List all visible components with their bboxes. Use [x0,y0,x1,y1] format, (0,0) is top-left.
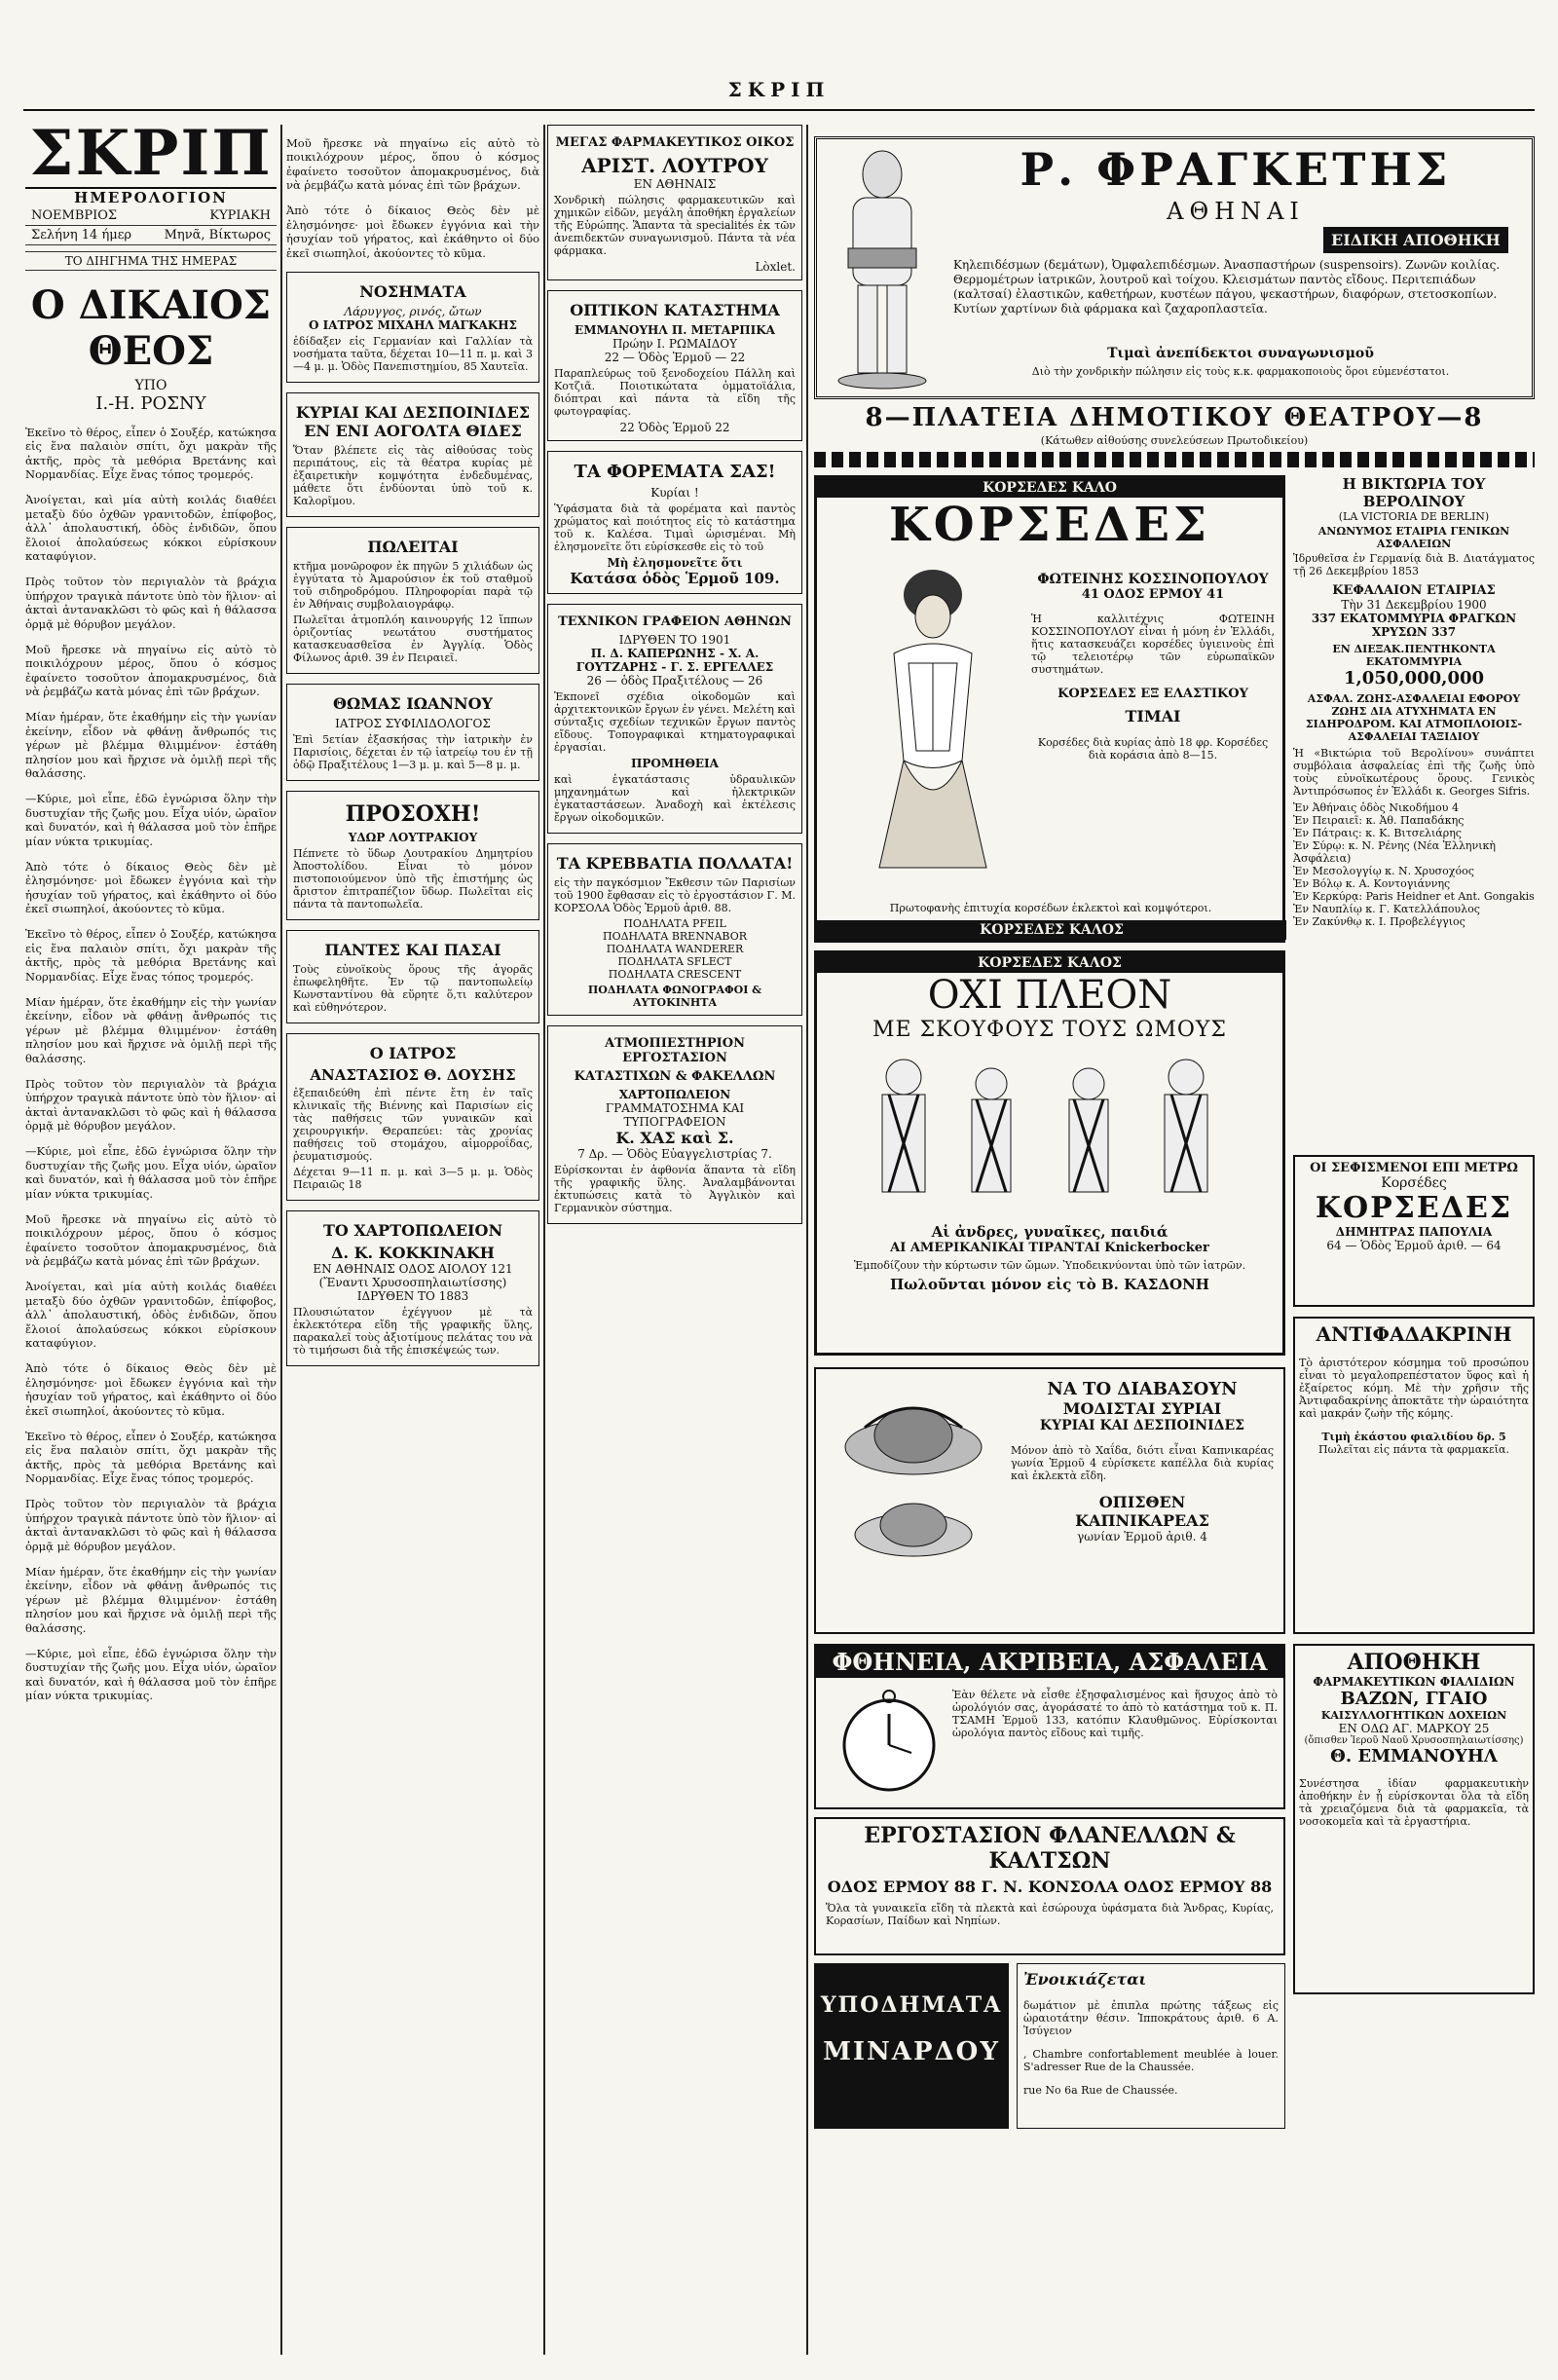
victoria-founded: Ἱδρυθεῖσα ἐν Γερμανίᾳ διὰ Β. Διατάγματος τῇ 26 Δεκεμβρίου 1853 [1293,552,1535,577]
thomas-name: ΘΩΜΑΣ ΙΩΑΝΝΟΥ [333,693,493,713]
story-paragraph: Ἀνοίγεται, καὶ μία αὐτὴ κοιλάς διαθέει μεταξὺ δύο ὀχθῶν γρανιτοδῶν, ἐπίφοβος, ἀλλ᾽ ἀπολαυστική, ὁδὸς ἐνδιδῶν, ὅπου ἔλοιοί ἀπολαύσεως κόκκοι εὑρίσκουν καταφύγιον. [25,493,277,563]
column-rule-1 [280,125,282,2355]
masthead-title: ΣΚΡΙΠ [25,125,277,189]
papoulia-addr: 64 — Ὁδὸς Ἑρμοῦ ἀριθ. — 64 [1326,1239,1502,1252]
antifad-price: Τιμὴ ἑκάστου φιαλιδίου δρ. 5 [1321,1431,1506,1443]
oxi-line1: Αἱ ἀνδρες, γυναῖκες, παιδιά [931,1223,1168,1241]
bike-item: ΠΟΔΗΛΑΤΑ CRESCENT [608,968,742,981]
techniko-names: Π. Δ. ΚΑΠΕΡΩΝΗΣ - Χ. Α. ΓΟΥΤΖΑΡΗΣ - Γ. Σ. ΕΡΓΕΛΛΕΣ [575,647,774,674]
noshmata-sub: Λάρυγγος, ρινός, ὤτων [344,304,482,318]
hats-name: ΚΥΡΙΑΙ ΚΑΙ ΔΕΣΠΟΙΝΙΔΕΣ [1039,1418,1245,1433]
kreyvata-text: εἰς τὴν παγκόσμιον Ἔκθεσιν τῶν Παρισίων τοῦ 1900 ἔφθασαν εἰς τὸ ἐργοστάσιον Γ. Μ. ΚΟΡΣΟΛΑ Ὁδὸς Ἑρμοῦ ἀριθ. 88. [554,876,796,914]
section-label: ΤΟ ΔΙΗΓΗΜΑ ΤΗΣ ΗΜΕΡΑΣ [25,251,277,271]
ad-optikon [547,290,802,441]
pharm-name: ΑΡΙΣΤ. ΛΟΥΤΡΟΥ [581,154,768,177]
promitheia-title: ΠΡΟΜΗΘΕΙΑ [631,757,719,770]
bike-item: ΠΟΔΗΛΑΤΑ SFLECT [617,955,732,968]
story-paragraph: Ἐκεῖνο τὸ θέρος, εἶπεν ὁ Σουξέρ, κατώκησα εἰς ἕνα παλαιὸν σπίτι, ὄχι μακρὰν τῆς ἀκτῆς, πρὸς τὰ μεθόρια Βρετάνης καὶ Νορμανδίας. Εἶχε ἕνας τόπος τρομερός. [25,1429,277,1485]
iatros-title: Ο ΙΑΤΡΟΣ [369,1043,457,1062]
iatros-text: ἐξεπαιδεύθη ἐπὶ πέντε ἔτη ἐν ταῖς κλινικαῖς τῆς Βιέννης καὶ Παρισίων εἰς τὰς παθήσεις τῶν γυναικῶν καὶ χειρουργικήν. Θεραπεύει: τὰς χρονίας παθήσεις τοῦ στομάχου, αἰμορροΐδας, ῥευματισμούς. [293,1086,533,1163]
bike-item: ΠΟΔΗΛΑΤΑ PFEIL [623,917,726,930]
ad-watch [814,1644,1285,1809]
techniko-addr: 26 — ὁδὸς Πραξιτέλους — 26 [586,674,763,688]
victoria-capital-title: ΚΕΦΑΛΑΙΟΝ ΕΤΑΙΡΙΑΣ [1332,583,1496,598]
korsedes-shop-addr: 41 ΟΔΟΣ ΕΡΜΟΥ 41 [1081,587,1225,602]
agent-item: Ἐν Πειραιεῖ: κ. Ἀθ. Παπαδάκης [1293,814,1465,827]
story-by: ΥΠΟ [134,378,167,393]
story-paragraph: Μοῦ ἤρεσκε νὰ πηγαίνω εἰς αὐτὸ τὸ ποικιλόχρουν μέρος, ὅπου ὁ κόσμος ἐφαίνετο τοσοῦτον ἀπομακρυσμένος, διὰ νὰ ῥεμβάζω κατὰ μόνας ἐπὶ τῶν βράχων. [286,135,539,192]
korsedes-info [1031,572,1275,772]
story-paragraph: Πρὸς τοῦτον τὸν περιγιαλὸν τὰ βράχια ὑπήρχον τραγικὰ πάντοτε ὑπὸ τὸν ἥλιον· αἱ ἀκταὶ ἀντανακλῶσι τὸ φῶς καὶ ἡ θάλασσα ὁρμᾷ μὲ θόρυβον μεγάλον. [25,575,277,631]
corset-woman-figure [850,566,1016,877]
victoria-society: ΑΝΩΝΥΜΟΣ ΕΤΑΙΡΙΑ ΓΕΝΙΚΩΝ ΑΣΦΑΛΕΙΩΝ [1317,525,1510,550]
atmop-title-2: ΚΑΤΑΣΤΙΧΩΝ & ΦΑΚΕΛΛΩΝ [574,1069,776,1084]
victoria-capital: 337 ΕΚΑΤΟΜΜΥΡΙΑ ΦΡΑΓΚΩΝ ΧΡΥΣΩΝ 337 [1311,612,1517,639]
pantes-title: ΠΑΝΤΕΣ ΚΑΙ ΠΑΣΑΙ [324,940,501,959]
antifad-text: Τὸ ἀριστότερον κόσμημα τοῦ προσώπου εἶναι τὸ μεγαλοπρεπέστατον ὕφος καὶ ἡ ἐξαίρετος κόμη. Μὲ τὴν χρῆσιν τῆς Ἀντιφαδακρίνης ἀποκτᾶτε τὴν ὡραιότητα καὶ μακράν ζωὴν τῆς κόμης. [1299,1357,1529,1420]
foremata-sub: Κυρίαι ! [650,486,699,500]
apothiki-title: ΑΠΟΘΗΚΗ [1347,1650,1481,1675]
charto-text: Εὑρίσκονται ἐν ἀφθονία ἅπαντα τὰ εἴδη τῆς γραφικῆς ὕλης. Ἀναλαμβάνονται ἐκτυπώσεις κατὰ τὸ Ἀγγλικὸν καὶ Γερμανικὸν σύστημα. [554,1164,796,1214]
ad-antifadakrini [1293,1317,1535,1634]
watch-title: ΦΘΗΝΕΙΑ, ΑΚΡΙΒΕΙΑ, ΑΣΦΑΛΕΙΑ [816,1646,1283,1678]
story-body [25,426,277,1703]
column-rule-3 [806,125,808,2355]
story-paragraph: Ἐκεῖνο τὸ θέρος, εἶπεν ὁ Σουξέρ, κατώκησα εἰς ἕνα παλαιὸν σπίτι, ὄχι μακρὰν τῆς ἀκτῆς, πρὸς τὰ μεθόρια Βρετάνης καὶ Νορμανδίας. Εἶχε ἕνας τόπος τρομερός. [25,425,277,481]
story-paragraph: Μίαν ἡμέραν, ὅτε ἐκαθήμην εἰς τὴν γωνίαν ἐκείνην, εἶδον νὰ φθάνῃ ἄνθρωπός τις γέρων μὲ βλέμμα θλιμμένον· ἐστάθη πλησίον μου καὶ ἤρχισε νὰ ὁμιλῇ περὶ τῆς θαλάσσης. [25,994,277,1065]
loutraki-text: Πέπνετε τὸ ὕδωρ Λουτρακίου Δημητρίου Ἀποστολίδου. Εἶναι τὸ μόνον πιστοποιούμενον ὑπὸ τῆς ἐπιστήμης ὡς ἄριστον ἐπιτραπέζιον ὕδωρ. Πωλεῖται εἰς πάντα τὰ παντοπωλεῖα. [293,846,533,911]
story-paragraph: Ἀπὸ τότε ὁ δίκαιος Θεὸς δὲν μὲ ἐλησμόνησε· μοὶ ἔδωκεν ἐγγόνια καὶ τὴν ἡσυχίαν τοῦ γήρατος, καὶ ἐκάθηντο οἱ δύο ἐκεῖ σιωπηλοί, ἀκούοντες τὸ κῦμα. [25,859,277,915]
pharm-city: ΕΝ ΑΘΗΝΑΙΣ [633,177,717,191]
charto-title: ΧΑΡΤΟΠΩΛΕΙΟΝ [618,1088,731,1101]
korsedes-bottom: ΚΟΡΣΕΔΕΣ ΚΑΛΟΣ [817,920,1286,940]
pwleitai2-text: Πωλεῖται ἀτμοπλόη καινουργής 12 ἵππων ὁριζοντίας νεωτάτου συστήματος κατασκευασθεῖσα ἐν Ἀγγλίᾳ. Ὁδὸς Φίλωνος ἀριθ. 39 ἐν Πειραιεῖ. [293,613,533,664]
iatros-name: ΑΝΑΣΤΑΣΙΟΣ Θ. ΔΟΥΣΗΣ [310,1065,516,1084]
watch-text: Ἐὰν θέλετε νὰ εἶσθε ἐξησφαλισμένος καὶ ἥσυχος ἀπὸ τὸ ὡρολόγιόν σας, ἀγοράσατέ το ἀπὸ τὸ κατάστημα τοῦ κ. Π. ΤΣΑΜΗ Ἑρμοῦ 133, κατόπιν Κλαυθμῶνος. Εὑρίσκονται ὡρολόγια παντὸς εἴδους καὶ τιμῆς. [952,1689,1278,1739]
victoria-title: Η ΒΙΚΤΩΡΙΑ ΤΟΥ ΒΕΡΟΛΙΝΟΥ [1342,475,1486,510]
ad-techniko [547,604,802,834]
loutraki-title: ΥΔΩΡ ΛΟΥΤΡΑΚΙΟΥ [348,830,478,844]
agent-item: Ἐν Σύρῳ: κ. Ν. Ρένης (Νέα Ἑλληνικὴ Ἀσφάλεια) [1293,839,1496,865]
ad-victoria [1293,475,1535,1147]
pharm-sign: Lòxlet. [755,260,796,274]
bikes-foot: ΠΟΔΗΛΑΤΑ ΦΩΝΟΓΡΑΦΟΙ & ΑΥΤΟΚΙΝΗΤΑ [587,984,762,1009]
apothiki-kais: ΚΑΙΣΥΛΛΟΓΗΤΙΚΩΝ ΔΟΧΕΙΩΝ [1320,1709,1507,1722]
calendar-title: ΗΜΕΡΟΛΟΓΙΟΝ [74,189,228,206]
minardou-word2: ΜΙΝΑΡΔΟΥ [823,2037,1000,2066]
fragketis-city: ΑΘΗΝΑΙ [1167,198,1305,225]
story-paragraph: Μοῦ ἤρεσκε νὰ πηγαίνω εἰς αὐτὸ τὸ ποικιλόχρουν μέρος, ὅπου ὁ κόσμος ἐφαίνετο τοσοῦτον ἀπομακρυσμένος, διὰ νὰ ῥεμβάζω κατὰ μόνας ἐπὶ τῶν βράχων. [25,1211,277,1268]
calendar-row-2 [25,226,277,245]
antifad-shop: Πωλεῖται εἰς πάντα τὰ φαρμακεῖα. [1318,1443,1509,1456]
oxi-sub: ΜΕ ΣΚΟΥΦΟΥΣ ΤΟΥΣ ΩΜΟΥΣ [872,1018,1227,1042]
kyries-text: Ὅταν βλέπετε εἰς τὰς αἰθούσας τοὺς περιπάτους, εἰς τὰ θέατρα κυρίας μὲ ἐξαιρετικὴν κομψότητα ἐνδεδυμένας, μάθετε ὅτι ἐνδύονται ὑπὸ τοῦ κ. Καλορῖμου. [293,443,533,507]
agent-item: Ἐν Βόλῳ κ. Α. Κοντογιάννης [1293,877,1451,890]
fragketis-ribbon: ΕΙΔΙΚΗ ΑΠΟΘΗΚΗ [1323,227,1508,253]
column-2 [286,125,539,2355]
column-3 [547,125,802,2355]
techniko-text: Ἐκπονεῖ σχέδια οἰκοδομῶν καὶ ἀρχιτεκτονικῶν ἔργων ἐν γένει. Μελέτη καὶ σύνταξις σχεδίων τεχνικῶν ἔργων παντὸς εἴδους. Τοπογραφικαὶ κτηματογραφικαὶ ἐργασίαι. [554,690,796,754]
ad-hats [814,1367,1285,1634]
ad-pharmakeio [547,125,802,280]
foremata-kataa2: Μὴ ἐλησμονεῖτε ὅτι [607,556,743,570]
ad-papoulia [1293,1155,1535,1307]
oxi-label: ΚΟΡΣΕΔΕΣ ΚΑΛΟΣ [817,953,1282,973]
kreyvata-title: ΤΑ ΚΡΕΒΒΑΤΙΑ ΠΟΛΛΑΤΑ! [556,854,794,873]
ad-minardou [814,1963,1009,2129]
charto-name: Κ. ΧΑΣ καὶ Σ. [615,1129,734,1147]
story-paragraph: Μίαν ἡμέραν, ὅτε ἐκαθήμην εἰς τὴν γωνίαν ἐκείνην, εἶδον νὰ φθάνῃ ἄνθρωπός τις γέρων μὲ βλέμμα θλιμμένον· ἐστάθη πλησίον μου καὶ ἤρχισε νὰ ὁμιλῇ περὶ τῆς θαλάσσης. [25,1564,277,1635]
page-header [0,0,1558,123]
korsedes-price-text: Κορσέδες διὰ κυρίας ἀπὸ 18 φρ. Κορσέδες διὰ κοράσια ἀπὸ 8—15. [1037,736,1269,762]
ad-pwleitai [286,527,539,674]
victoria-insure: ΑΣΦΑΛ. ΖΩΗΣ-ΑΣΦΑΛΕΙΑΙ ΕΦΟΡΟΥ ΖΩΗΣ ΔΙΑ ΑΤΥΧΗΜΑΤΑ ΕΝ ΣΙΔΗΡΟΔΡΟΜ. ΚΑΙ ΑΤΜΟΠΛΟΙΟΙΣ-ΑΣΦΑΛΕΙΑΙ ΤΑΞΙΔΙΟΥ [1305,692,1523,743]
agent-item: Ἐν Μεσολογγίῳ κ. Ν. Χρυσοχόος [1293,865,1474,877]
fragketis-name: Ρ. ΦΡΑΓΚΕΤΗΣ [1020,143,1452,196]
story-paragraph: Πρὸς τοῦτον τὸν περιγιαλὸν τὰ βράχια ὑπήρχον τραγικὰ πάντοτε ὑπὸ τὸν ἥλιον· αἱ ἀκταὶ ἀντανακλῶσι τὸ φῶς καὶ ἡ θάλασσα ὁρμᾷ μὲ θόρυβον μεγάλον. [25,1076,277,1133]
prosoxi-title: ΠΡΟΣΟΧΗ! [345,800,481,827]
chambre-text: , Chambre confortablement meublée à louer. S'adresser Rue de la Chaussée. [1023,2048,1279,2073]
agent-item: Ἐν Ναυπλίῳ κ. Γ. Κατελλάπουλος [1293,903,1480,915]
apothiki-text: Συνέστησα ἰδίαν φαρμακευτικὴν ἀποθήκην ἐν ᾗ εὑρίσκονται ὅλα τὰ εἴδη τὰ χρειαζόμενα διὰ τὰ φαρμακεῖα, τὰ νοσοκομεῖα καὶ τὰ ἐργαστήρια. [1299,1777,1529,1828]
techniko-title: ΤΕΧΝΙΚΟΝ ΓΡΑΦΕΙΟΝ ΑΘΗΝΩΝ [558,614,792,629]
apothiki-sub: ΦΑΡΜΑΚΕΥΤΙΚΩΝ ΦΙΑΛΙΔΙΩΝ [1313,1675,1515,1689]
agent-item: Ἐν Πάτραις: κ. Κ. Βιτσελιάρης [1293,827,1462,839]
bike-item: ΠΟΔΗΛΑΤΑ WANDERER [606,943,744,955]
apothiki-addr: ΕΝ ΟΔΩ ΑΓ. ΜΑΡΚΟΥ 25 [1338,1722,1490,1735]
minardou-word1: ΥΠΟΔΗΜΑΤΑ [820,1992,1003,2018]
victoria-sub: (LA VICTORIA DE BERLIN) [1338,510,1490,523]
ad-loutraki [286,791,539,920]
flanel-text: Ὅλα τὰ γυναικεῖα εἴδη τὰ πλεκτὰ καὶ ἐσώρουχα ὑφάσματα διὰ Ἄνδρας, Κυρίας, Κορασίων, Παίδων καὶ Νηπίων. [826,1902,1274,1927]
apothiki-bazon: ΒΑΖΩΝ, ΓΓΑΙΟ [1340,1689,1488,1709]
story-paragraph: Πρὸς τοῦτον τὸν περιγιαλὸν τὰ βράχια ὑπήρχον τραγικὰ πάντοτε ὑπὸ τὸν ἥλιον· αἱ ἀκταὶ ἀντανακλῶσι τὸ φῶς καὶ ἡ θάλασσα ὁρμᾷ μὲ θόρυβον μεγάλον. [25,1497,277,1553]
ornament-border [814,452,1535,467]
ad-kreyvata [547,843,802,1016]
foremata-title: ΤΑ ΦΟΡΕΜΑΤΑ ΣΑΣ! [574,462,776,482]
hats-sub: ΜΟΔΙΣΤΑΙ ΣΥΡΙΑΙ [1062,1399,1222,1418]
apothiki-addr-sub: (ὄπισθεν Ἱεροῦ Ναοῦ Χρυσοσπηλαιωτίσσης) [1304,1735,1524,1746]
ad-pantes [286,930,539,1023]
oxi-title: ΟΧΙ ΠΛΕΟΝ [927,973,1172,1018]
oxi-line2: ΑΙ ΑΜΕΡΙΚΑΝΙΚΑΙ ΤΙΡΑΝΤΑΙ Knickerbocker [890,1241,1209,1255]
ad-noshmata [286,272,539,383]
kyries-title: ΚΥΡΙΑΙ ΚΑΙ ΔΕΣΠΟΙΝΙΔΕΣ ΕΝ ΕΝΙ ΑΟΓΟΛΤΑ ΘΙΔΕΣ [295,402,531,440]
story-continued [286,136,539,261]
chartopol-text: Πλουσιώτατον ἐχέγγυον μὲ τὰ ἐκλεκτότερα εἴδη τῆς γραφικῆς ὕλης, παρακαλεῖ τοὺς ἀξιοτίμους πελάτας του νὰ τὸ τιμήσωσι διὰ τῆς ἐπισκέψεώς των. [293,1305,533,1357]
doctor-text: ἐδίδαξεν εἰς Γερμανίαν καὶ Γαλλίαν τὰ νοσήματα ταῦτα, δέχεται 10—11 π. μ. καὶ 3—4 μ. μ. Ὁδὸς Πανεπιστημίου, 85 Χαυτεῖα. [293,334,533,373]
story-paragraph: —Κύριε, μοὶ εἶπε, ἐδῶ ἐγνώρισα ὅλην τὴν δυστυχίαν τῆς ζωῆς μου. Εἶχα υἱόν, ὡραῖον καὶ δυνατόν, καὶ ἡ θάλασσα μοῦ τὸν ἐπῆρε μίαν νύκτα τρικυμίας. [25,792,277,848]
victoria-amount: 1,050,000,000 [1343,668,1485,688]
papoulia-name: ΔΗΜΗΤΡΑΣ ΠΑΠΟΥΛΙΑ [1335,1225,1493,1239]
agent-item: Ἐν Ζακύνθῳ κ. Ι. Προβελέγγιος [1293,915,1465,928]
story-paragraph: —Κύριε, μοὶ εἶπε, ἐδῶ ἐγνώρισα ὅλην τὴν δυστυχίαν τῆς ζωῆς μου. Εἶχα υἱόν, ὡραῖον καὶ δυνατόν, καὶ ἡ θάλασσα μοῦ τὸν ἐπῆρε μίαν νύκτα τρικυμίας. [25,1646,277,1702]
pwleitai-text: κτῆμα μονῶροφον ἐκ πηγῶν 5 χιλιάδων ὡς ἐγγύτατα τὸ Ἀμαρούσιον ἐκ τοῦ σταθμοῦ τοῦ σιδηροδρόμου. Πληροφορίαι παρὰ τῷ ἐν Ἀθήναις συμβολαιογράφῳ. [293,559,533,611]
papoulia-title: ΟΙ ΣΕΦΙΣΜΕΝΟΙ ΕΠΙ ΜΕΤΡΩ [1310,1161,1518,1175]
hats-back: ΟΠΙΣΘΕΝ [1098,1493,1186,1511]
optikon-addr2: 22 Ὁδὸς Ἑρμοῦ 22 [619,421,730,434]
pantes-text: Τοὺς εὐνοϊκοὺς ὅρους τῆς ἀγορᾶς ἐπωφεληθῆτε. Ἐν τῷ παντοπωλείῳ Κωνσταντίνου θὰ εὕρητε ὅ,τι καλύτερον καὶ εὐθηνότερον. [293,962,533,1014]
calendar-month: ΝΟΕΜΒΡΙΟΣ [31,208,118,223]
noshmata-title: ΝΟΣΗΜΑΤΑ [359,281,466,301]
story-title: Ο ΔΙΚΑΙΟΣ ΘΕΟΣ [30,282,272,374]
story-paragraph: Ἀνοίγεται, καὶ μία αὐτὴ κοιλάς διαθέει μεταξὺ δύο ὀχθῶν γρανιτοδῶν, ἐπίφοβος, ἀλλ᾽ ἀπολαυστική, ὁδὸς ἐνδιδῶν, ὅπου ἔλοιοί ἀπολαύσεως κόκκοι εὑρίσκουν καταφύγιον. [25,1280,277,1350]
calendar-weekday: ΚΥΡΙΑΚΗ [209,208,271,223]
ad-oxi-pleon [814,950,1285,1356]
header-rule [23,109,1535,111]
chartopol-addr: ΕΝ ΑΘΗΝΑΙΣ ΟΔΟΣ ΑΙΟΛΟΥ 121 [313,1261,513,1276]
ad-chartopoleion [286,1210,539,1366]
story-author: Ι.-Η. ΡΟΣΝΥ [95,393,206,414]
enoik-text: δωμάτιον μὲ ἐπιπλα πρώτης τάξεως εἰς ὡραιοτάτην θέσιν. Ἱπποκράτους ἀριθ. 6 Α. Ἰσύγειον [1023,1999,1279,2037]
ad-thomas [286,684,539,781]
charto-addr: 7 Δρ. — Ὁδὸς Εὐαγγελιστρίας 7. [577,1147,772,1161]
hats-corner: γωνίαν Ἑρμοῦ ἀριθ. 4 [1077,1530,1207,1543]
thomas-sub: ΙΑΤΡΟΣ ΣΥΦΙΛΙΔΟΛΟΓΟΣ [335,716,491,730]
fragketis-prices: Τιμαὶ ἀνεπίδεκτοι συναγωνισμοῦ [1107,346,1374,361]
ad-korsedes [814,475,1285,943]
bandage-figure [829,147,936,390]
optikon-title: ΟΠΤΙΚΟΝ ΚΑΤΑΣΤΗΜΑ [570,301,780,319]
ad-flanella [814,1817,1285,1955]
atmop-title: ΑΤΜΟΠΙΕΣΤΗΡΙΟΝ ΕΡΓΟΣΤΑΣΙΟΝ [605,1036,745,1065]
ad-atmopiestirion [547,1025,802,1224]
korsedes-special: ΚΟΡΣΕΔΕΣ ΕΞ ΕΛΑΣΤΙΚΟΥ [1057,687,1248,701]
agent-item: Ἐν Κερκύρᾳ: Paris Heidner et Ant. Gongakis [1293,890,1535,903]
pharm-text: Χονδρικὴ πώλησις φαρμακευτικῶν καὶ χημικῶν εἰδῶν, μεγάλη ἀποθήκη ἐργαλείων τῆς Εὐρώπης. Ἅπαντα τὰ specialités ἐκ τῶν ἀνεπιδεκτῶν συναγωνισμοῦ. Πάντα τὰ νέα φάρμακα. [554,194,796,257]
doctor-name: Ο ΙΑΤΡΟΣ ΜΙΧΑΗΛ ΜΑΓΚΑΚΗΣ [308,317,518,332]
chartopol-title: ΤΟ ΧΑΡΤΟΠΩΛΕΙΟΝ [322,1220,503,1240]
victoria-policies: ΕΝ ΔΙΕΞΑΚ.ΠΕΝΤΗΚΟΝΤΑ ΕΚΑΤΟΜΜΥΡΙΑ [1332,643,1496,668]
korsedes-title: ΚΟΡΣΕΔΕΣ [889,498,1210,552]
column-rule-2 [543,125,545,2355]
story-paragraph: Ἀπὸ τότε ὁ δίκαιος Θεὸς δὲν μὲ ἐλησμόνησε· μοὶ ἔδωκεν ἐγγόνια καὶ τὴν ἡσυχίαν τοῦ γήρατος, καὶ ἐκάθηντο οἱ δύο ἐκεῖ σιωπηλοί, ἀκούοντες τὸ κῦμα. [286,204,539,260]
foremata-kataa: Κατάσα ὁδὸς Ἑρμοῦ 109. [570,570,780,587]
enoik-title: Ἐνοικιάζεται [1023,1970,1147,1989]
papoulia-big: ΚΟΡΣΕΔΕΣ [1315,1191,1513,1225]
optikon-prev: Πρώην Ι. ΡΩΜΑΙΔΟΥ [612,337,738,351]
ad-enoikiazetai [1017,1963,1285,2129]
ad-kyries [286,392,539,517]
thomas-text: Ἐπὶ 5ετίαν ἐξασκήσας τὴν ἰατρικὴν ἐν Παρισίοις, δέχεται ἐν τῷ ἰατρείῳ του ἐν τῇ ὁδῷ Πραξιτέλους 1—3 μ. μ. καὶ 5—8 μ. μ. [293,732,533,771]
optikon-text: Παραπλεύρως τοῦ ξενοδοχείου Πάλλη καὶ Κοτζιᾶ. Ποιοτικώτατα ὁμματοϊάλια, διόπτραι καὶ πάντα τὰ εἴδη τῆς φωτογραφίας. [554,367,796,418]
bike-item: ΠΟΔΗΛΑΤΑ BRENNABOR [603,930,747,943]
suspenders-figures [835,1050,1264,1215]
fragketis-foot: Διὸ τὴν χονδρικὴν πώλησιν εἰς τοὺς κ.κ. φαρμακοποιοὺς ὅροι εὐμενέστατοι. [1031,365,1450,378]
story-paragraph: Ἀπὸ τότε ὁ δίκαιος Θεὸς δὲν μὲ ἐλησμόνησε· μοὶ ἔδωκεν ἐγγόνια καὶ τὴν ἡσυχίαν τοῦ γήρατος, καὶ ἐκάθηντο οἱ δύο ἐκεῖ σιωπηλοί, ἀκούοντες τὸ κῦμα. [25,1361,277,1418]
top-title: ΣΚΡΙΠ [727,78,831,101]
victoria-capital-date: Τὴν 31 Δεκεμβρίου 1900 [1341,598,1487,612]
agent-item: Ἐν Ἀθήναις ὁδὸς Νικοδήμου 4 [1293,801,1459,814]
oxi-text: Ἐμποδίζουν τὴν κύρτωσιν τῶν ὤμων. Ὑποδεικνύονται ὑπὸ τῶν ἰατρῶν. [853,1259,1246,1272]
promitheia-text: καὶ ἐγκατάστασις ὑδραυλικῶν μηχανημάτων καὶ ἠλεκτρικῶν ἐγκαταστάσεων. Ἀναδοχὴ καὶ ἐκτέλεσις ἔργων οἰκοδομικῶν. [554,773,796,824]
hats-text: Μόνον ἀπὸ τὸ Χαΐδα, διότι εἶναι Καπνικαρέας γωνία Ἑρμοῦ 4 εὑρίσκετε καπέλλα διὰ κυρίας καὶ ἐκλεκτὰ εἴδη. [1011,1444,1274,1482]
korsedes-shop: ΦΩΤΕΙΝΗΣ ΚΟΣΣΙΝΟΠΟΥΛΟΥ [1037,572,1269,587]
calendar-moon: Σελήνη 14 ήμερ [31,228,132,242]
optikon-addr: 22 — Ὁδὸς Ἑρμοῦ — 22 [604,351,746,364]
charto-sub: ΓΡΑΜΜΑΤΟΣΗΜΑ ΚΑΙ ΤΥΠΟΓΡΑΦΕΙΟΝ [605,1101,745,1129]
story-paragraph: Μοῦ ἤρεσκε νὰ πηγαίνω εἰς αὐτὸ τὸ ποικιλόχρουν μέρος, ὅπου ὁ κόσμος ἐφαίνετο τοσοῦτον ἀπομακρυσμένος, διὰ νὰ ῥεμβάζω κατὰ μόνας ἐπὶ τῶν βράχων. [25,642,277,698]
foremata-text: Ὑφάσματα διὰ τὰ φορέματα καὶ παντὸς χρώματος καὶ ποιότητος εἰς τὸ κατάστημα τοῦ κ. Καλέσα. Τιμαὶ ὡρισμέναι. Μὴ ἐλησμονεῖτε ὅτι εὑρίσκεσθε εἰς τὸ τοῦ [554,502,796,553]
victoria-text: Ἡ «Βικτώρια τοῦ Βερολίνου» συνάπτει συμβόλαια ἀσφαλείας ἐπὶ τῆς ζωῆς ὑπὸ τοὺς εὐνοϊκωτέρους ὅρους. Γενικὸς Ἀντιπρόσωπος ἐν Ἑλλάδι κ. Georges Sifris. [1293,747,1535,798]
story-paragraph: Ἐκεῖνο τὸ θέρος, εἶπεν ὁ Σουξέρ, κατώκησα εἰς ἕνα παλαιὸν σπίτι, ὄχι μακρὰν τῆς ἀκτῆς, πρὸς τὰ μεθόρια Βρετάνης καὶ Νορμανδίας. Εἶχε ἕνας τόπος τρομερός. [25,927,277,984]
ad-fragketis [814,136,1535,399]
hats-title: ΝΑ ΤΟ ΔΙΑΒΑΣΟΥΝ [1047,1379,1238,1399]
antifad-title: ΑΝΤΙΦΑΔΑΚΡΙΝΗ [1316,1322,1512,1346]
chartopol-name: Δ. Κ. ΚΟΚΚΙΝΑΚΗ [331,1243,495,1262]
techniko-year: ΙΔΡΥΘΕΝ ΤΟ 1901 [618,633,731,647]
hats-church: ΚΑΠΝΙΚΑΡΕΑΣ [1075,1511,1209,1530]
calendar-row-1 [25,206,277,226]
pwleitai-title: ΠΩΛΕΙΤΑΙ [367,537,459,556]
hat-figure [835,1389,991,1603]
iatros-hours: Δέχεται 9—11 π. μ. καὶ 3—5 μ. μ. Ὁδὸς Πειραιῶς 18 [293,1165,533,1191]
flanel-addr: ΟΔΟΣ ΕΡΜΟΥ 88 Γ. Ν. ΚΟΝΣΟΛΑ ΟΔΟΣ ΕΡΜΟΥ 88 [827,1878,1273,1896]
fragketis-text: Κηλεπιδέσμων (δεμάτων), Ὀμφαλεπιδέσμων. Ἀνασπαστήρων (suspensoirs). Ζωνῶν κοιλίας. Θερμομέτρων ἰατρικῶν, λουτροῦ καὶ τοίχου. Κλεισμάτων παντὸς εἴδους. Περιτεπιάδων (καλτσαί) ἐλαστικῶν, καθετήρων, κυστέων πάγου, ψεκαστήρων, διαφόρων, στετοσκοπίων. Κυτίων χαρτίνων διὰ φάρμακα καὶ ζαχαροπλαστεῖα. [953,258,1501,316]
ad-apothiki [1293,1644,1535,1994]
ad-iatros [286,1033,539,1201]
calendar-saints: Μηνᾶ, Βίκτωρος [164,228,271,242]
papoulia-korsedes: Κορσέδες [1381,1175,1447,1191]
pharm-title: ΜΕΓΑΣ ΦΑΡΜΑΚΕΥΤΙΚΟΣ ΟΙΚΟΣ [555,135,795,150]
column-1 [25,125,277,2355]
optikon-name: ΕΜΜΑΝΟΥΗΛ Π. ΜΕΤΑΡΠΙΚΑ [575,323,775,337]
pocket-watch-icon [835,1689,943,1796]
ad-foremata [547,451,802,594]
fragketis-address-sub: (Κάτωθεν αἰθούσης συνελεύσεων Πρωτοδικείου) [1040,434,1309,447]
fragketis-address: 8—ΠΛΑΤΕΙΑ ΔΗΜΟΤΙΚΟΥ ΘΕΑΤΡΟΥ—8 [865,403,1484,432]
apothiki-name: Θ. ΕΜΜΑΝΟΥΗΛ [1330,1746,1498,1766]
chartopol-sub: (Ἔναντι Χρυσοσπηλαιωτίσσης) [318,1275,507,1289]
oxi-shop: Πωλοῦνται μόνον εἰς τὸ Β. ΚΑΣΔΟΝΗ [890,1276,1209,1293]
story-paragraph: Μίαν ἡμέραν, ὅτε ἐκαθήμην εἰς τὴν γωνίαν ἐκείνην, εἶδον νὰ φθάνῃ ἄνθρωπός τις γέρων μὲ βλέμμα θλιμμένον· ἐστάθη πλησίον μου καὶ ἤρχισε νὰ ὁμιλῇ περὶ τῆς θαλάσσης. [25,710,277,780]
korsedes-text: Ἡ καλλιτέχνις ΦΩΤΕΙΝΗ ΚΟΣΣΙΝΟΠΟΥΛΟΥ εἶναι ἡ μόνη ἐν Ἑλλάδι, ἥτις κατασκευάζει κορσέδες ὑγιεινοὺς ἐπὶ τῷ τελειοτέρῳ τῶν εὐρωπαϊκῶν συστημάτων. [1031,613,1275,676]
korsedes-label: ΚΟΡΣΕΔΕΣ ΚΑΛΟ [817,478,1282,498]
korsedes-foot: Πρωτοφανὴς ἐπιτυχία κορσέδων ἐκλεκτοὶ καὶ κομψότεροι. [889,902,1212,914]
story-paragraph: —Κύριε, μοὶ εἶπε, ἐδῶ ἐγνώρισα ὅλην τὴν δυστυχίαν τῆς ζωῆς μου. Εἶχα υἱόν, ὡραῖον καὶ δυνατόν, καὶ ἡ θάλασσα μοῦ τὸν ἐπῆρε μίαν νύκτα τρικυμίας. [25,1144,277,1201]
hats-info [1011,1379,1274,1543]
chartopol-year: ΙΔΡΥΘΕΝ ΤΟ 1883 [356,1288,469,1303]
flanel-title: ΕΡΓΟΣΤΑΣΙΟΝ ΦΛΑΝΕΛΛΩΝ & ΚΑΛΤΣΩΝ [864,1823,1236,1874]
korsedes-prices: ΤΙΜΑΙ [1125,707,1181,725]
chaussee-text: rue No 6a Rue de Chaussée. [1023,2084,1178,2097]
